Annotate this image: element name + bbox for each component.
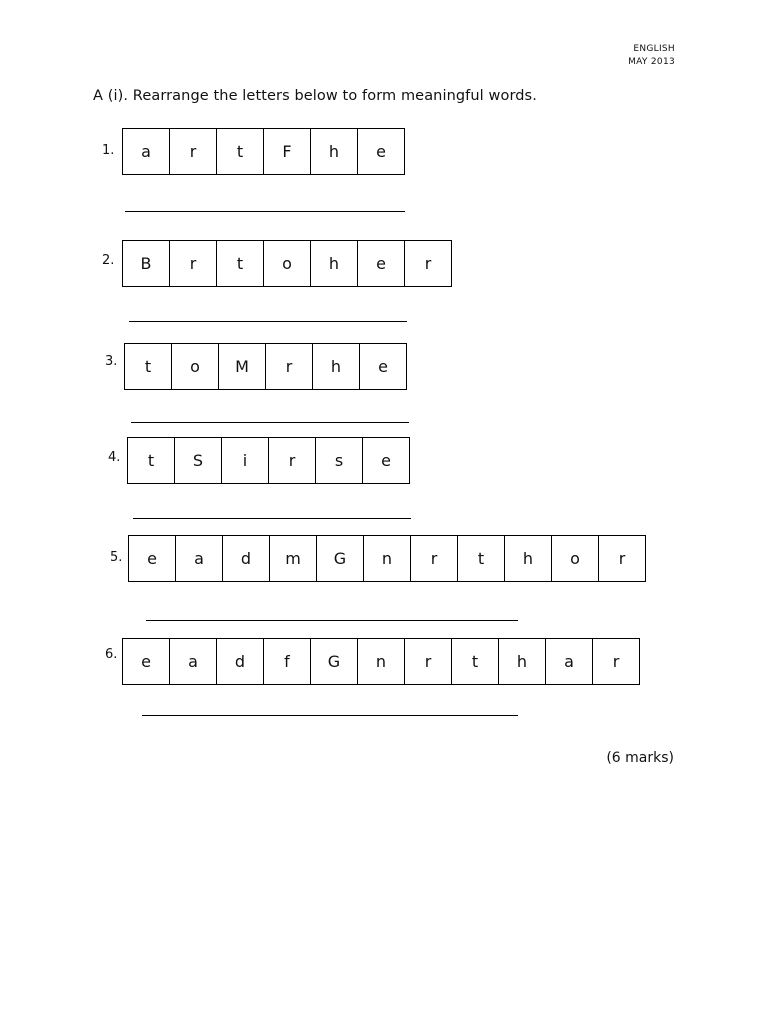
letter-box: m: [270, 536, 317, 581]
letter-box: d: [223, 536, 270, 581]
letter-box: S: [175, 438, 222, 483]
answer-line[interactable]: [133, 518, 411, 519]
letter-row: [122, 128, 405, 175]
answer-line[interactable]: [146, 620, 518, 621]
letter-box: t: [458, 536, 505, 581]
letter-box: t: [217, 241, 264, 286]
question-number: 1.: [102, 143, 115, 158]
question-number: 6.: [105, 647, 118, 662]
letter-row: [122, 240, 452, 287]
letter-box: e: [360, 344, 407, 389]
question-number: 5.: [110, 550, 123, 565]
letter-row: [124, 343, 407, 390]
letter-box: d: [217, 639, 264, 684]
letter-box: t: [452, 639, 499, 684]
letter-box: r: [269, 438, 316, 483]
answer-line[interactable]: [142, 715, 518, 716]
letter-box: a: [170, 639, 217, 684]
letter-box: t: [217, 129, 264, 174]
letter-box: r: [170, 241, 217, 286]
letter-box: a: [123, 129, 170, 174]
letter-box: e: [363, 438, 410, 483]
answer-line[interactable]: [125, 211, 405, 212]
question-number: 3.: [105, 354, 118, 369]
letter-box: h: [311, 241, 358, 286]
letter-box: r: [405, 639, 452, 684]
letter-box: F: [264, 129, 311, 174]
question-number: 2.: [102, 253, 115, 268]
letter-box: h: [313, 344, 360, 389]
worksheet-header: [628, 43, 675, 69]
letter-box: r: [405, 241, 452, 286]
letter-box: e: [129, 536, 176, 581]
letter-box: a: [546, 639, 593, 684]
letter-box: r: [411, 536, 458, 581]
letter-box: t: [128, 438, 175, 483]
letter-box: r: [599, 536, 646, 581]
section-instruction: A (i). Rearrange the letters below to form meaningful words.: [93, 88, 537, 104]
letter-box: G: [311, 639, 358, 684]
letter-box: G: [317, 536, 364, 581]
letter-box: o: [172, 344, 219, 389]
letter-box: r: [266, 344, 313, 389]
letter-box: r: [170, 129, 217, 174]
letter-box: i: [222, 438, 269, 483]
answer-line[interactable]: [131, 422, 409, 423]
letter-box: h: [499, 639, 546, 684]
letter-box: n: [364, 536, 411, 581]
letter-box: e: [358, 241, 405, 286]
letter-row: [128, 535, 646, 582]
date-label: MAY 2013: [628, 57, 675, 67]
marks-label: (6 marks): [606, 750, 674, 766]
letter-box: r: [593, 639, 640, 684]
letter-box: M: [219, 344, 266, 389]
letter-row: [127, 437, 410, 484]
letter-box: e: [123, 639, 170, 684]
letter-box: a: [176, 536, 223, 581]
letter-box: t: [125, 344, 172, 389]
letter-box: e: [358, 129, 405, 174]
letter-row: [122, 638, 640, 685]
letter-box: h: [505, 536, 552, 581]
question-number: 4.: [108, 450, 121, 465]
letter-box: n: [358, 639, 405, 684]
letter-box: f: [264, 639, 311, 684]
letter-box: o: [264, 241, 311, 286]
letter-box: s: [316, 438, 363, 483]
letter-box: h: [311, 129, 358, 174]
answer-line[interactable]: [129, 321, 407, 322]
subject-label: ENGLISH: [633, 44, 675, 54]
letter-box: B: [123, 241, 170, 286]
letter-box: o: [552, 536, 599, 581]
